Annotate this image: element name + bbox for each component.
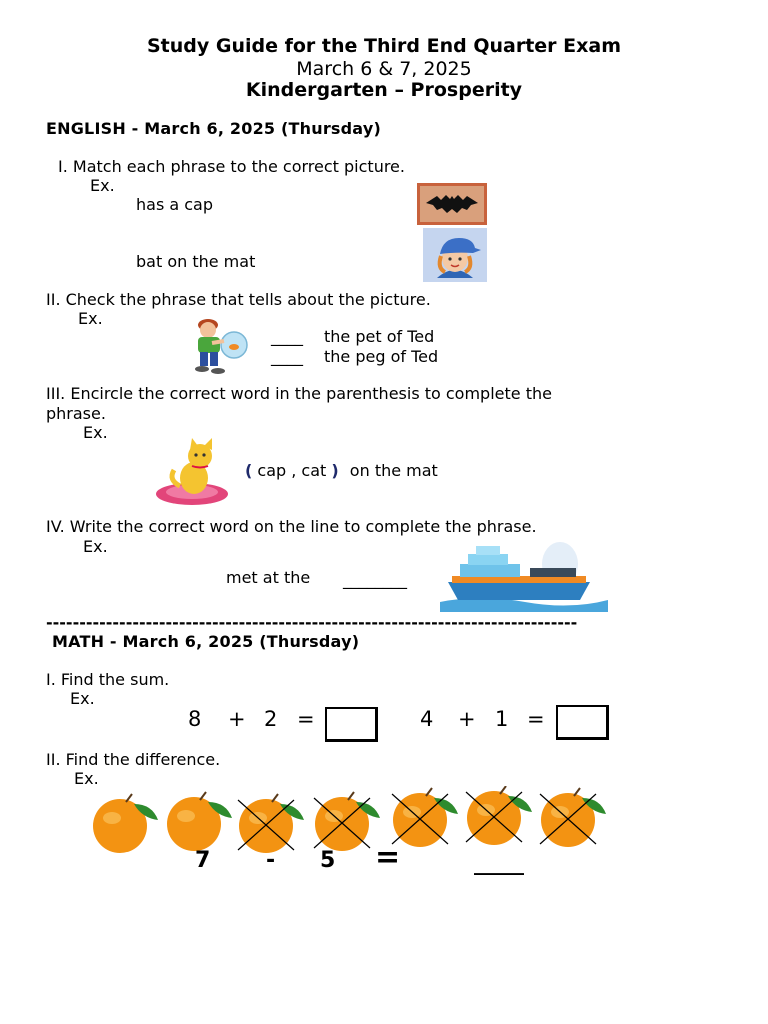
english-part1-ex: Ex.: [90, 176, 115, 195]
english-part4-blank: ________: [343, 570, 407, 589]
sum2-operand-a: 4: [420, 707, 434, 731]
english-part4-phrase: met at the: [226, 568, 311, 587]
orange-icon: [239, 794, 304, 853]
english-part2-option1: the pet of Ted: [324, 327, 435, 346]
orange-icon: [393, 788, 458, 847]
english-part3-instruction-line1: III. Encircle the correct word in the parenthesis to complete the: [46, 384, 552, 403]
girl-with-cap-picture: [423, 228, 487, 282]
english-part2-blank1: ____: [271, 327, 303, 346]
difference-operand-b: 5: [320, 848, 336, 873]
close-parenthesis: ): [331, 461, 339, 480]
sum1-equals: =: [297, 707, 315, 731]
orange-icon: [167, 792, 232, 851]
difference-answer-blank: _____: [474, 851, 524, 875]
bat-on-mat-picture: [417, 183, 487, 225]
english-part2-option2: the peg of Ted: [324, 347, 439, 366]
sum1-operand-a: 8: [188, 707, 202, 731]
math-part2-ex: Ex.: [74, 769, 99, 788]
english-part3-choices: cap , cat: [257, 461, 327, 480]
orange-icon: [93, 794, 158, 853]
orange-icon: [541, 788, 606, 847]
math-part2-instruction: II. Find the difference.: [46, 750, 221, 769]
english-part3-ex: Ex.: [83, 423, 108, 442]
english-part3-instruction-line2: phrase.: [46, 404, 106, 423]
english-part1-instruction: I. Match each phrase to the correct picture.: [58, 157, 405, 176]
cat-on-mat-picture: [154, 436, 230, 508]
sum1-answer-box[interactable]: [325, 707, 378, 742]
english-heading: ENGLISH - March 6, 2025 (Thursday): [46, 119, 381, 138]
orange-icon: [467, 786, 532, 845]
sum1-operand-b: 2: [264, 707, 278, 731]
english-part4-instruction: IV. Write the correct word on the line to complete the phrase.: [46, 517, 537, 536]
grade-section: Kindergarten – Prosperity: [245, 79, 523, 101]
english-part4-ex: Ex.: [83, 537, 108, 556]
ship-picture: [440, 542, 610, 612]
english-part1-phrase1: has a cap: [136, 195, 214, 214]
open-parenthesis: (: [245, 461, 253, 480]
math-part1-instruction: I. Find the sum.: [46, 670, 170, 689]
difference-equals: =: [375, 840, 401, 875]
english-part2-blank2: ____: [271, 347, 303, 366]
exam-dates: March 6 & 7, 2025: [296, 58, 472, 80]
sum2-equals: =: [527, 707, 545, 731]
sum1-operator: +: [228, 707, 246, 731]
english-part1-phrase2: bat on the mat: [136, 252, 256, 271]
english-part3-rest: on the mat: [349, 461, 438, 480]
sum2-operator: +: [458, 707, 476, 731]
orange-icon: [315, 792, 380, 851]
page-title: Study Guide for the Third End Quarter Exam: [146, 35, 622, 57]
sum2-answer-box[interactable]: [556, 705, 609, 740]
english-part2-instruction: II. Check the phrase that tells about the picture.: [46, 290, 431, 309]
section-divider: --------------------------------------------------------------------------------: [46, 613, 578, 632]
english-part3-phrase: [245, 461, 438, 480]
math-part1-ex: Ex.: [70, 689, 95, 708]
math-heading: MATH - March 6, 2025 (Thursday): [52, 632, 360, 651]
difference-operand-a: 7: [195, 848, 211, 873]
sum2-operand-b: 1: [495, 707, 509, 731]
english-part2-ex: Ex.: [78, 309, 103, 328]
boy-with-fish-bowl-picture: [190, 315, 258, 377]
difference-operator: -: [266, 848, 276, 873]
oranges-row: [86, 786, 616, 856]
